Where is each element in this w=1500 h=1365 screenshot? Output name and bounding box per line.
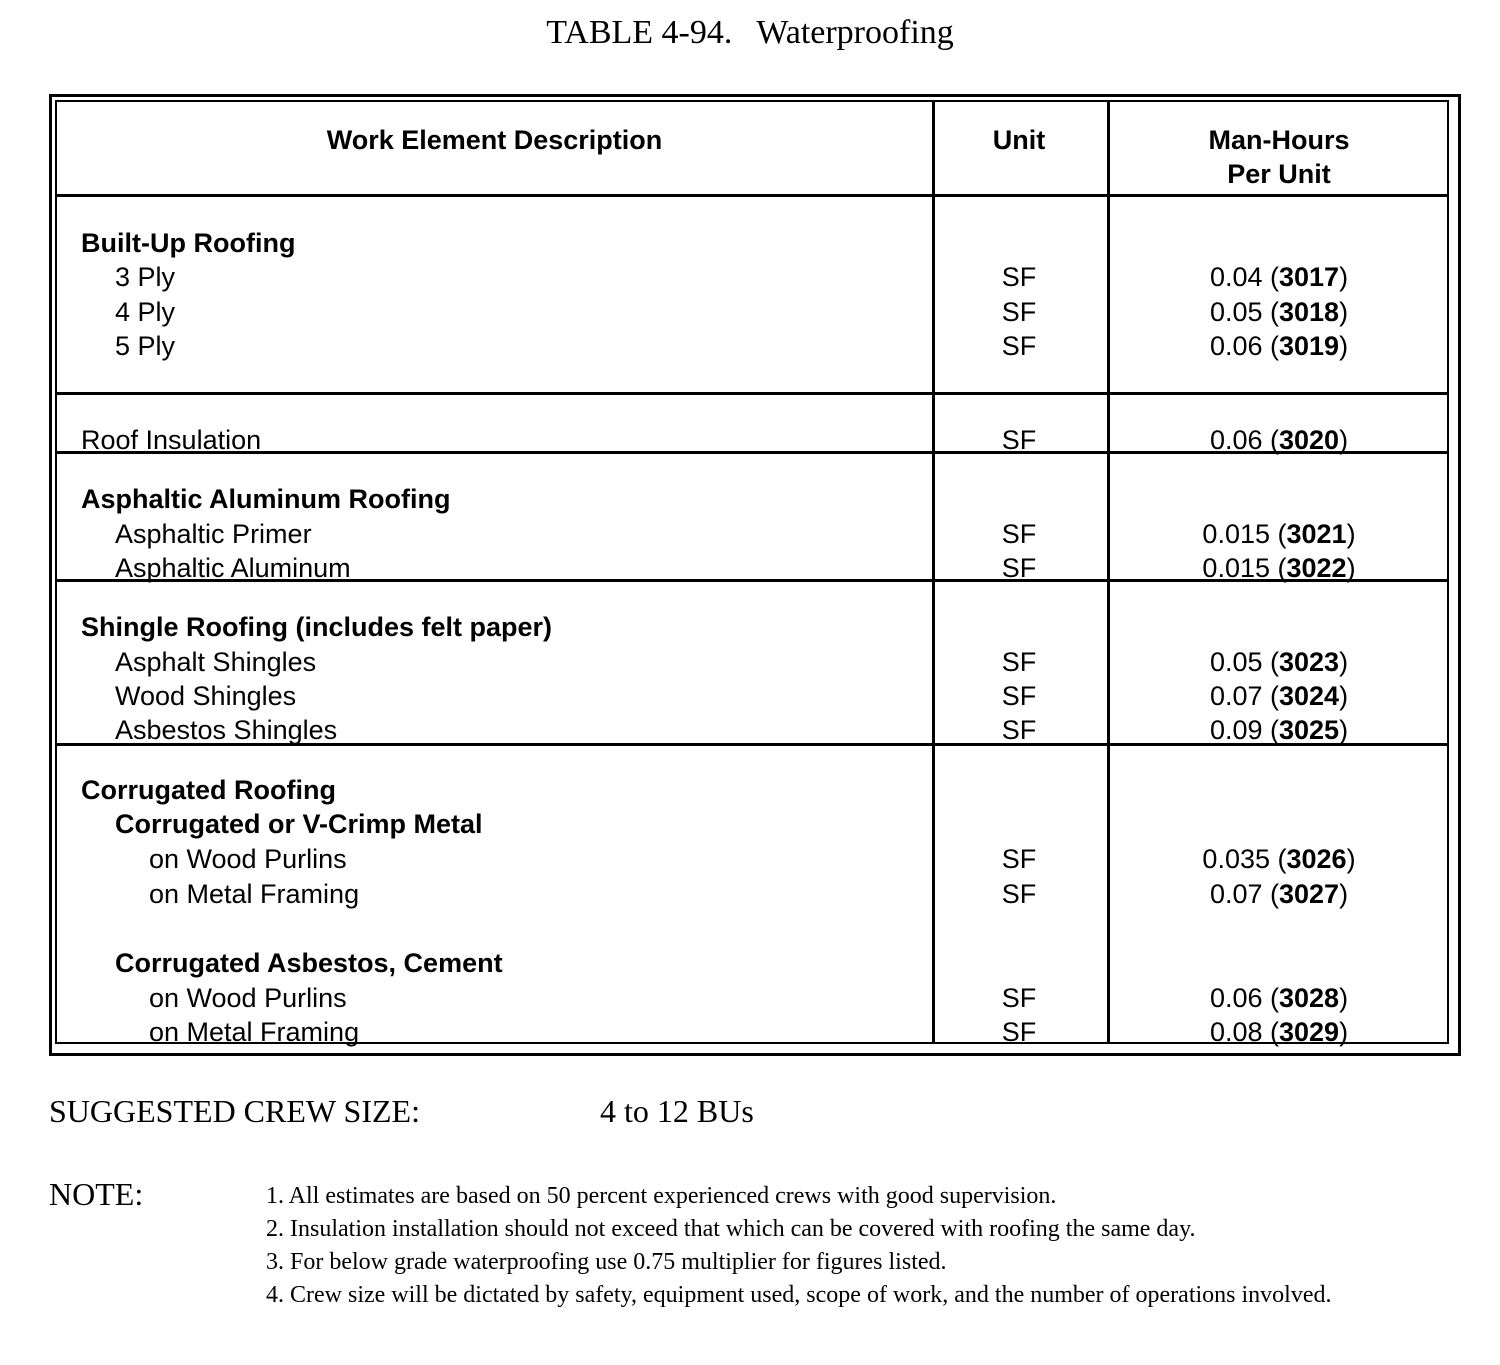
reference-code: 3028 xyxy=(1278,983,1340,1013)
work-element: on Wood Purlins xyxy=(149,844,347,874)
unit-cell: SF xyxy=(1001,983,1037,1013)
man-hours-cell: 0.06 (3028) xyxy=(1209,983,1349,1013)
reference-code: 3024 xyxy=(1278,681,1340,711)
note-4: 4. Crew size will be dictated by safety, equipment used, scope of work, and the number of operations involved. xyxy=(266,1282,1332,1308)
work-element: Asphaltic Aluminum xyxy=(115,553,351,583)
note-2: 2. Insulation installation should not exceed that which can be covered with roofing the same day. xyxy=(266,1216,1196,1242)
table-number: TABLE 4-94. xyxy=(546,14,733,51)
reference-code: 3027 xyxy=(1278,879,1340,909)
unit-cell: SF xyxy=(1001,681,1037,711)
man-hours-cell: 0.07 (3024) xyxy=(1209,681,1349,711)
reference-code: 3025 xyxy=(1278,715,1340,745)
section-heading: Asphaltic Aluminum Roofing xyxy=(81,484,451,514)
note-3: 3. For below grade waterproofing use 0.75 multiplier for figures listed. xyxy=(266,1249,947,1275)
man-hours-cell: 0.015 (3021) xyxy=(1202,519,1356,549)
reference-code: 3029 xyxy=(1278,1017,1340,1047)
unit-cell: SF xyxy=(1001,519,1037,549)
work-element: 3 Ply xyxy=(115,262,176,292)
man-hours-cell: 0.04 (3017) xyxy=(1209,262,1349,292)
work-element: Roof Insulation xyxy=(81,425,262,455)
reference-code: 3017 xyxy=(1278,262,1340,292)
header-divider xyxy=(57,194,1447,197)
man-hours-cell: 0.05 (3018) xyxy=(1209,297,1349,327)
reference-code: 3018 xyxy=(1278,297,1340,327)
man-hours-cell: 0.05 (3023) xyxy=(1209,647,1349,677)
section-heading: Built-Up Roofing xyxy=(81,228,296,258)
table-name: Waterproofing xyxy=(756,14,954,51)
section-heading: Corrugated Asbestos, Cement xyxy=(115,948,503,978)
unit-cell: SF xyxy=(1001,715,1037,745)
unit-cell: SF xyxy=(1001,1017,1037,1047)
work-element: 4 Ply xyxy=(115,297,176,327)
work-element: on Metal Framing xyxy=(149,879,360,909)
work-element: Asphaltic Primer xyxy=(115,519,312,549)
unit-cell: SF xyxy=(1001,553,1037,583)
man-hours-cell: 0.06 (3019) xyxy=(1209,331,1349,361)
header-description: Work Element Description xyxy=(326,125,663,155)
reference-code: 3021 xyxy=(1286,519,1347,549)
table-title xyxy=(0,14,1500,52)
unit-cell: SF xyxy=(1001,647,1037,677)
header-unit: Unit xyxy=(992,125,1046,155)
crew-size-value: 4 to 12 BUs xyxy=(600,1093,754,1129)
note-1: 1. All estimates are based on 50 percent experienced crews with good supervision. xyxy=(266,1183,1057,1209)
waterproofing-table xyxy=(55,100,1449,1047)
section-heading: Corrugated Roofing xyxy=(81,775,336,805)
unit-cell: SF xyxy=(1001,425,1037,455)
work-element: on Wood Purlins xyxy=(149,983,347,1013)
man-hours-cell: 0.035 (3026) xyxy=(1202,844,1356,874)
note-label: NOTE: xyxy=(49,1176,144,1212)
header-man-hours: Man-Hours xyxy=(1208,125,1350,155)
unit-cell: SF xyxy=(1001,879,1037,909)
unit-cell: SF xyxy=(1001,844,1037,874)
work-element: Wood Shingles xyxy=(115,681,297,711)
work-element: on Metal Framing xyxy=(149,1017,360,1047)
unit-cell: SF xyxy=(1001,262,1037,292)
man-hours-cell: 0.09 (3025) xyxy=(1209,715,1349,745)
unit-cell: SF xyxy=(1001,331,1037,361)
header-per-unit: Per Unit xyxy=(1227,159,1331,189)
reference-code: 3023 xyxy=(1278,647,1340,677)
table-frame xyxy=(49,94,1461,1056)
man-hours-cell: 0.06 (3020) xyxy=(1209,425,1349,455)
man-hours-cell: 0.07 (3027) xyxy=(1209,879,1349,909)
man-hours-cell: 0.015 (3022) xyxy=(1202,553,1356,583)
work-element: 5 Ply xyxy=(115,331,176,361)
work-element: Asbestos Shingles xyxy=(115,715,338,745)
reference-code: 3026 xyxy=(1286,844,1347,874)
section-divider xyxy=(57,392,1447,395)
section-heading: Corrugated or V-Crimp Metal xyxy=(115,809,483,839)
unit-cell: SF xyxy=(1001,297,1037,327)
reference-code: 3019 xyxy=(1278,331,1340,361)
section-heading: Shingle Roofing (includes felt paper) xyxy=(81,612,553,642)
work-element: Asphalt Shingles xyxy=(115,647,317,677)
man-hours-cell: 0.08 (3029) xyxy=(1209,1017,1349,1047)
reference-code: 3022 xyxy=(1286,553,1347,583)
reference-code: 3020 xyxy=(1278,425,1340,455)
crew-size-label: SUGGESTED CREW SIZE: xyxy=(49,1093,420,1129)
